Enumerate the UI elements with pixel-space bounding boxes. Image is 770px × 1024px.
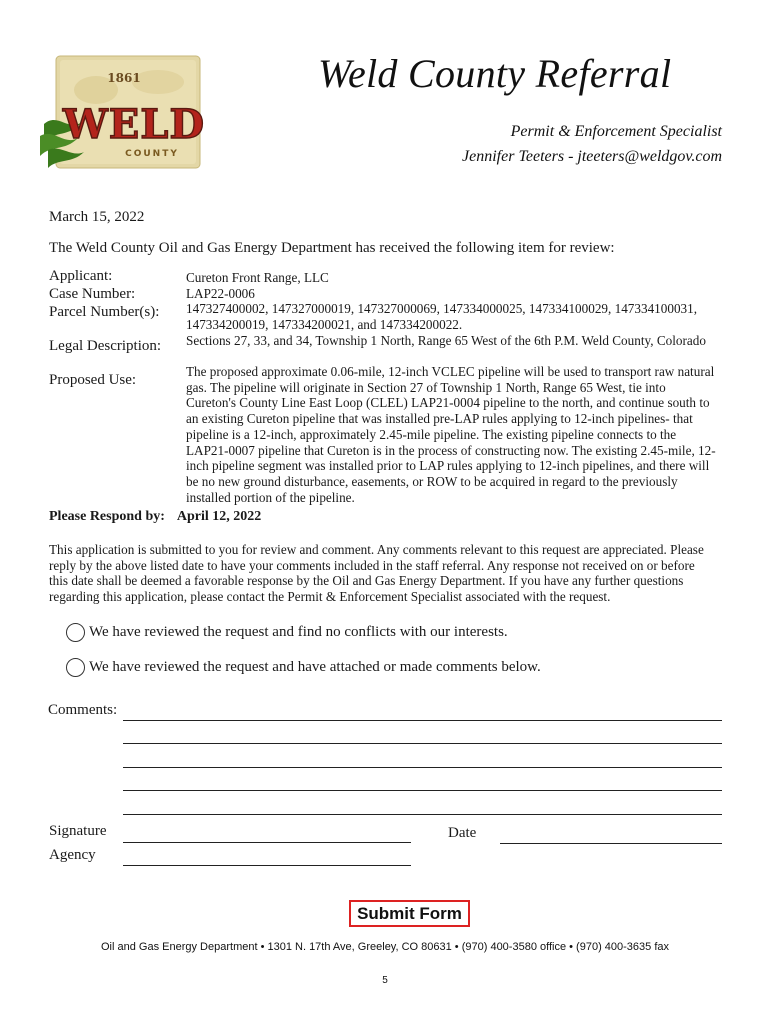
date-field[interactable] [500,843,722,844]
comments-line-3[interactable] [123,767,722,768]
option-no-conflicts[interactable] [66,623,508,642]
radio-no-conflicts[interactable] [66,623,85,642]
radio-with-comments[interactable] [66,658,85,677]
specialist-contact: Jennifer Teeters - jteeters@weldgov.com [462,148,722,165]
specialist-role: Permit & Enforcement Specialist [510,123,722,140]
comments-line-4[interactable] [123,790,722,791]
legal-description-value: Sections 27, 33, and 34, Township 1 North, Range 65 West of the 6th P.M. Weld County, Colorado [186,333,706,348]
signature-field[interactable] [123,842,411,843]
comments-line-1[interactable] [123,720,722,721]
proposed-use-value: The proposed approximate 0.06-mile, 12-inch VCLEC pipeline will be used to transport raw natural gas. The pipeline will originate in Section 27 of Township 1 North, Range 65 West, tie into Cureton's County Line East Loop (CLEL) LAP21-0004 pipeline to the north, and continue south to an existing Cureton pipeline that was installed pre-LAP rules applying to 12-inch pipelines- that pipeline is a 12-inch, approximately 2.45-mile pipeline. The existing pipeline connects to the LAP21-0007 pipeline that Cureton is in the process of constructing now. The existing 2.45-mile, 12-inch pipeline segment was installed prior to LAP rules applying to 12-inch pipelines, and there will be no new ground disturbance, easements, or ROW to be acquired in regard to the previously installed portion of the pipeline. [186,364,716,505]
option-no-conflicts-label: We have reviewed the request and find no conflicts with our interests. [89,624,508,640]
logo-weld-text: WELD [62,101,206,148]
legal-description-label: Legal Description: [49,338,162,354]
proposed-use-label: Proposed Use: [49,372,137,388]
comments-line-5[interactable] [123,814,722,815]
applicant-value: Cureton Front Range, LLC [186,270,329,285]
parcel-number-label: Parcel Number(s): [49,304,160,320]
logo-county-text: COUNTY [125,149,179,159]
respond-by [49,509,261,525]
respond-by-date: April 12, 2022 [176,509,262,524]
submit-form-button[interactable]: Submit Form [349,900,470,927]
comments-label: Comments: [48,702,118,718]
weld-county-logo [38,52,220,174]
logo-year: 1861 [107,71,141,85]
page-number: 5 [382,975,388,986]
case-number-label: Case Number: [49,286,136,302]
page-title: Weld County Referral [318,51,672,96]
comments-line-2[interactable] [123,743,722,744]
signature-label: Signature [49,823,107,839]
parcel-number-value: 147327400002, 147327000019, 147327000069, 147334000025, 147334100029, 147334100031, 147334200019, 147334200021, and 147334200022. [186,301,698,332]
letter-date: March 15, 2022 [49,209,145,225]
weld-logo-graphic [38,52,220,174]
agency-label: Agency [49,847,96,863]
applicant-label: Applicant: [49,268,113,284]
agency-field[interactable] [123,865,411,866]
review-notice: This application is submitted to you for review and comment. Any comments relevant to this request are appreciated. Please reply by the above listed date to have your comments included in the staff referral. Any response not received on or before this date shall be deemed a favorable response by the Oil and Gas Energy Department. If you have any further questions regarding this application, please contact the Permit & Enforcement Specialist associated with the request. [49,542,704,604]
respond-by-label: Please Respond by: [49,509,165,524]
date-label: Date [448,825,477,841]
option-with-comments-label: We have reviewed the request and have attached or made comments below. [89,659,541,675]
letter-intro: The Weld County Oil and Gas Energy Department has received the following item for review: [49,240,615,256]
option-with-comments[interactable] [66,658,541,677]
footer-address: Oil and Gas Energy Department • 1301 N. 17th Ave, Greeley, CO 80631 • (970) 400-3580 office • (970) 400-3635 fax [101,941,669,953]
case-number-value: LAP22-0006 [186,286,255,301]
